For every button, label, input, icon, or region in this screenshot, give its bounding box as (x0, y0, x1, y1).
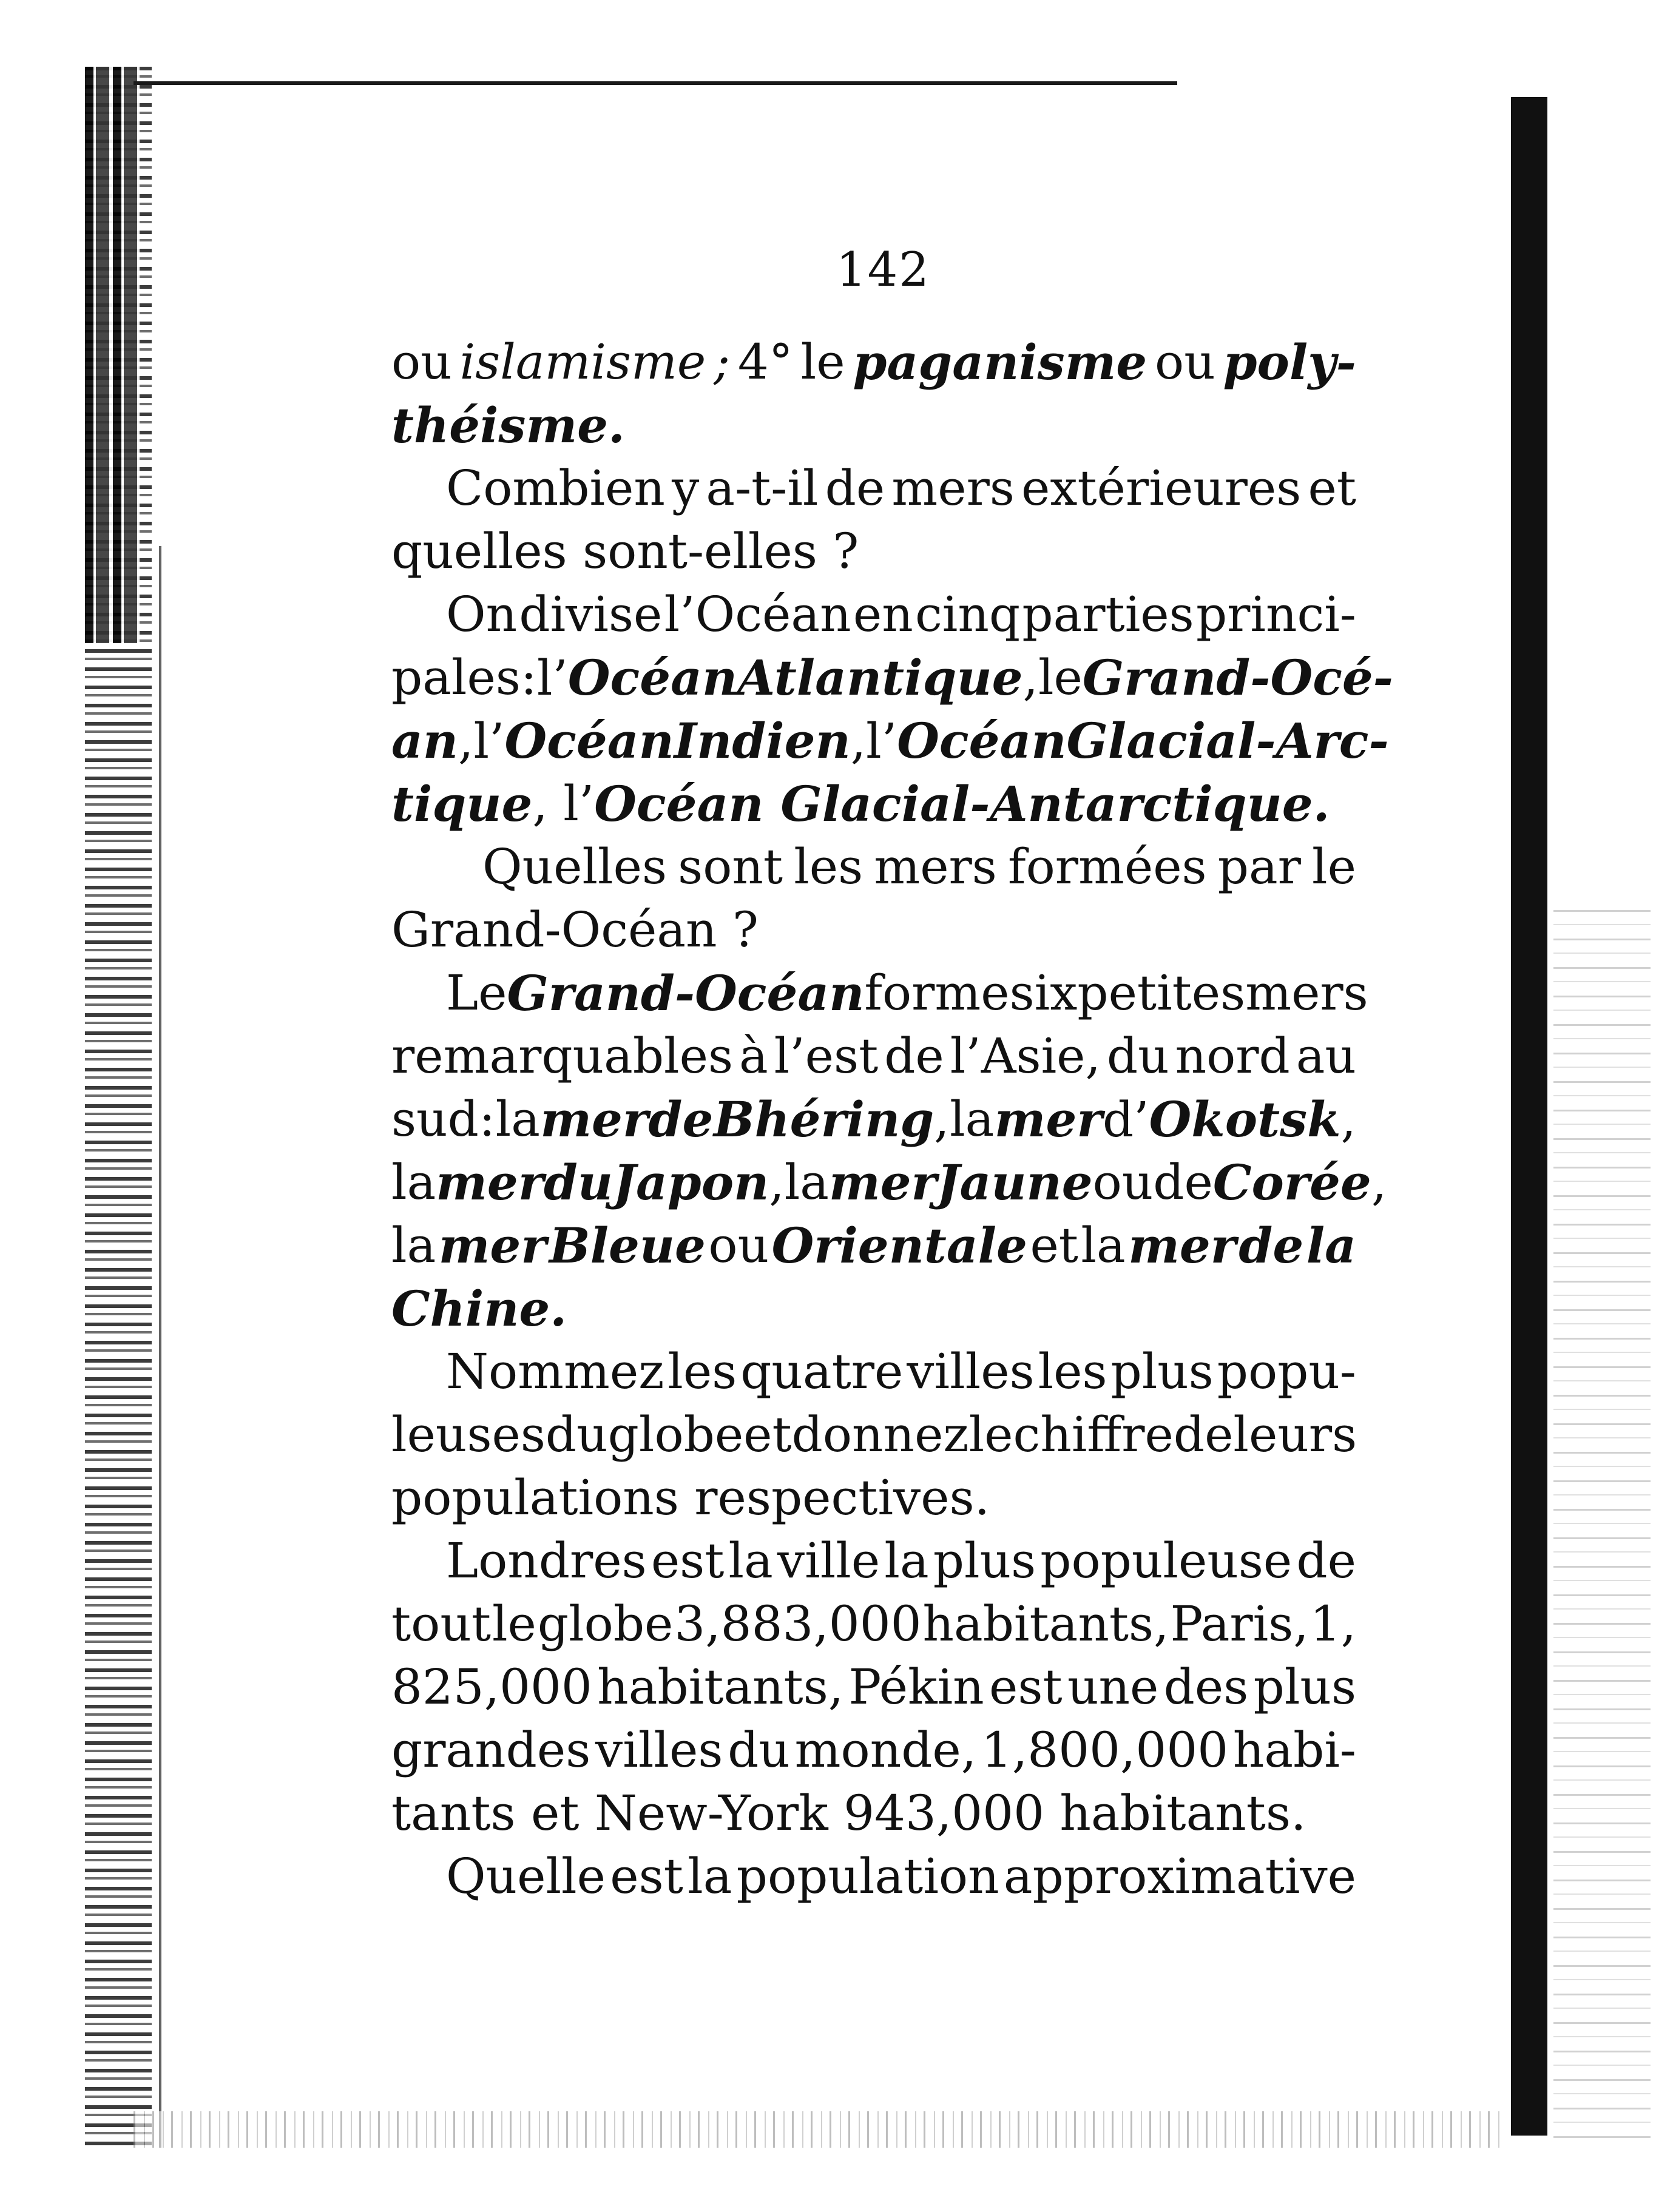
text-line: leuses du globe et donnez le chiffre de leurs (391, 1406, 1357, 1463)
text-line: Combien y a-t-il de mers extérieures et (446, 460, 1356, 516)
text-line: ou islamisme ; 4° le paganisme ou poly- (391, 334, 1356, 391)
text-line: Londres est la ville la plus populeuse de (446, 1533, 1356, 1589)
scan-top-edge (133, 81, 1177, 85)
text-line: tants et New-York 943,000 habitants. (391, 1785, 1306, 1841)
text-line: Quelles sont les mers formées par le (482, 838, 1356, 895)
body-text (391, 331, 1393, 1908)
scan-left-binding (85, 67, 140, 643)
text-line: tique , l’ Océan Glacial-Antarctique. (391, 775, 1330, 832)
text-line: Quelle est la population approximative (446, 1848, 1356, 1904)
text-line: sud : la mer de Bhéring, la mer d’Okotsk, (391, 1091, 1356, 1148)
text-line: an, l’Océan Indien, l’Océan Glacial-Arc- (391, 712, 1389, 769)
text-line: Nommez les quatre villes les plus popu- (446, 1343, 1356, 1400)
text-line: pales : l’Océan Atlantique, le Grand-Océ- (391, 649, 1393, 706)
text-line: la mer Bleue ou Orientale et la mer de la (391, 1217, 1356, 1274)
scan-right-speckle (1553, 910, 1651, 2148)
text-line: Le Grand-Océan forme six petites mers (446, 965, 1368, 1022)
text-line: grandes villes du monde, 1,800,000 habi- (391, 1722, 1356, 1778)
text-line: la mer du Japon, la mer Jaune ou de Corée, (391, 1154, 1387, 1211)
text-line: tout le globe 3,883,000 habitants, Paris, 1, (391, 1596, 1356, 1652)
text-line: populations respectives. (391, 1469, 990, 1526)
scan-left-margin-line (159, 546, 161, 2148)
text-line: On divise l’Océan en cinq parties princi- (446, 586, 1356, 642)
scan-bottom-speckle (133, 2111, 1505, 2148)
scan-right-edge-shadow (1511, 97, 1547, 2136)
text-line: Grand-Océan ? (391, 902, 759, 958)
page-number: 142 (836, 243, 930, 297)
text-line: quelles sont-elles ? (391, 523, 859, 579)
text-line: Chine. (391, 1280, 567, 1337)
text-line: théisme. (391, 397, 625, 454)
text-line: 825,000 habitants, Pékin est une des plus (391, 1659, 1356, 1715)
text-line: remarquables à l’est de l’Asie, du nord au (391, 1028, 1356, 1084)
